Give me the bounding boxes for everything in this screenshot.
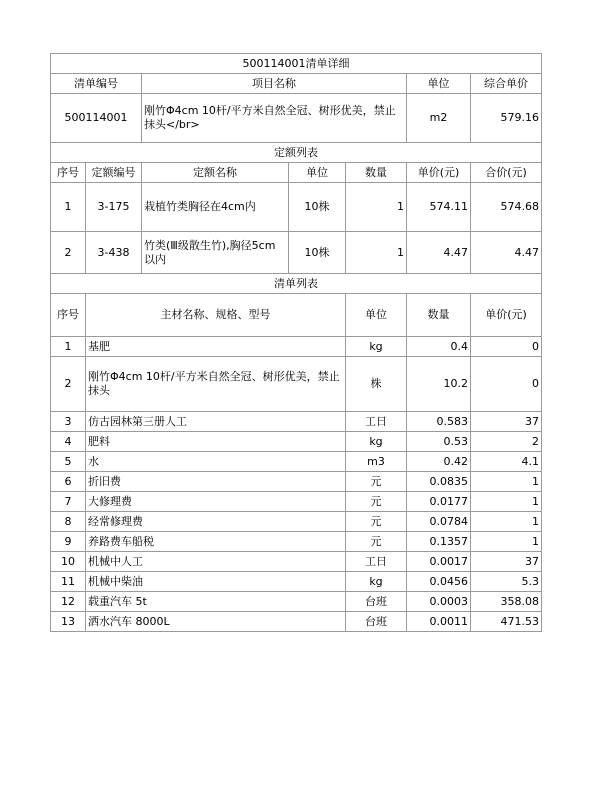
material-unit-price: 1: [471, 512, 542, 532]
material-unit-price: 5.3: [471, 572, 542, 592]
material-no: 4: [51, 432, 86, 452]
quota-total: 574.68: [471, 183, 542, 232]
material-row: [51, 412, 542, 432]
quota-total: 4.47: [471, 232, 542, 274]
quota-code: 3-438: [86, 232, 142, 274]
quota-no: 2: [51, 232, 86, 274]
material-unit: 元: [346, 512, 407, 532]
material-row: [51, 357, 542, 412]
material-row: [51, 452, 542, 472]
material-unit-price: 37: [471, 552, 542, 572]
material-unit: 台班: [346, 612, 407, 632]
quota-qty: 1: [346, 232, 407, 274]
material-no: 12: [51, 592, 86, 612]
material-qty: 0.0835: [407, 472, 471, 492]
material-qty: 0.0011: [407, 612, 471, 632]
material-unit: m3: [346, 452, 407, 472]
material-no: 9: [51, 532, 86, 552]
material-section-title: 清单列表: [51, 274, 542, 294]
material-unit-price: 37: [471, 412, 542, 432]
material-no: 2: [51, 357, 86, 412]
material-no: 1: [51, 337, 86, 357]
quota-name-header: 定额名称: [142, 163, 289, 183]
material-qty: 0.583: [407, 412, 471, 432]
material-row: [51, 472, 542, 492]
material-unit: kg: [346, 337, 407, 357]
material-qty: 0.0784: [407, 512, 471, 532]
quota-qty-header: 数量: [346, 163, 407, 183]
material-row: [51, 532, 542, 552]
material-unit: kg: [346, 572, 407, 592]
material-no: 5: [51, 452, 86, 472]
quota-code-header: 定额编号: [86, 163, 142, 183]
material-qty: 0.0003: [407, 592, 471, 612]
material-qty: 0.4: [407, 337, 471, 357]
material-no-header: 序号: [51, 294, 86, 337]
quota-header-row: [51, 163, 542, 183]
bill-unit-header: 单位: [407, 74, 471, 94]
material-qty-header: 数量: [407, 294, 471, 337]
material-qty: 0.0456: [407, 572, 471, 592]
bill-code-header: 清单编号: [51, 74, 142, 94]
material-unit: 元: [346, 472, 407, 492]
material-unit-price: 1: [471, 492, 542, 512]
material-row: [51, 592, 542, 612]
material-row: [51, 492, 542, 512]
quota-section-title: 定额列表: [51, 143, 542, 163]
material-header-row: [51, 294, 542, 337]
bill-price-header: 综合单价: [471, 74, 542, 94]
quota-name: 竹类(Ⅲ级散生竹),胸径5cm以内: [142, 232, 289, 274]
material-qty: 0.53: [407, 432, 471, 452]
bill-name: 刚竹Φ4cm 10杆/平方米自然全冠、树形优美，禁止抹头</br>: [142, 94, 407, 143]
quota-unit: 10株: [289, 232, 346, 274]
bill-price: 579.16: [471, 94, 542, 143]
quota-unit-price-header: 单价(元): [407, 163, 471, 183]
quota-code: 3-175: [86, 183, 142, 232]
material-name: 刚竹Φ4cm 10杆/平方米自然全冠、树形优美，禁止抹头: [86, 357, 346, 412]
material-unit: 台班: [346, 592, 407, 612]
material-unit: 工日: [346, 412, 407, 432]
quota-no: 1: [51, 183, 86, 232]
quota-unit-price: 574.11: [407, 183, 471, 232]
material-unit: kg: [346, 432, 407, 452]
material-row: [51, 612, 542, 632]
material-unit: 株: [346, 357, 407, 412]
material-row: [51, 572, 542, 592]
material-name: 机械中柴油: [86, 572, 346, 592]
material-row: [51, 432, 542, 452]
material-name: 大修理费: [86, 492, 346, 512]
material-unit-header: 单位: [346, 294, 407, 337]
material-unit-price: 471.53: [471, 612, 542, 632]
material-unit-price: 358.08: [471, 592, 542, 612]
material-name: 肥料: [86, 432, 346, 452]
bill-detail-table: [50, 53, 542, 632]
material-no: 6: [51, 472, 86, 492]
material-unit-price: 2: [471, 432, 542, 452]
quota-unit-price: 4.47: [407, 232, 471, 274]
material-name: 养路费车船税: [86, 532, 346, 552]
material-unit: 工日: [346, 552, 407, 572]
material-row: [51, 512, 542, 532]
material-qty: 0.0017: [407, 552, 471, 572]
material-row: [51, 552, 542, 572]
material-name: 折旧费: [86, 472, 346, 492]
material-row: [51, 337, 542, 357]
bill-name-header: 项目名称: [142, 74, 407, 94]
bill-header-row: [51, 74, 542, 94]
material-qty: 0.0177: [407, 492, 471, 512]
bill-code: 500114001: [51, 94, 142, 143]
quota-row: [51, 232, 542, 274]
material-unit-price: 1: [471, 532, 542, 552]
material-no: 10: [51, 552, 86, 572]
material-no: 3: [51, 412, 86, 432]
material-unit-price: 4.1: [471, 452, 542, 472]
material-name: 载重汽车 5t: [86, 592, 346, 612]
material-no: 7: [51, 492, 86, 512]
material-unit-price-header: 单价(元): [471, 294, 542, 337]
material-name: 仿古园林第三册人工: [86, 412, 346, 432]
quota-row: [51, 183, 542, 232]
material-name: 基肥: [86, 337, 346, 357]
material-qty: 0.1357: [407, 532, 471, 552]
bill-unit: m2: [407, 94, 471, 143]
material-unit: 元: [346, 492, 407, 512]
material-qty: 0.42: [407, 452, 471, 472]
material-unit-price: 0: [471, 357, 542, 412]
quota-name: 栽植竹类胸径在4cm内: [142, 183, 289, 232]
material-name: 经常修理费: [86, 512, 346, 532]
material-no: 8: [51, 512, 86, 532]
material-unit: 元: [346, 532, 407, 552]
quota-unit: 10株: [289, 183, 346, 232]
material-name: 水: [86, 452, 346, 472]
table-title: 500114001清单详细: [51, 54, 542, 74]
material-unit-price: 0: [471, 337, 542, 357]
material-unit-price: 1: [471, 472, 542, 492]
material-name-header: 主材名称、规格、型号: [86, 294, 346, 337]
quota-total-header: 合价(元): [471, 163, 542, 183]
material-no: 13: [51, 612, 86, 632]
material-no: 11: [51, 572, 86, 592]
quota-qty: 1: [346, 183, 407, 232]
material-qty: 10.2: [407, 357, 471, 412]
bill-row: [51, 94, 542, 143]
quota-no-header: 序号: [51, 163, 86, 183]
material-name: 机械中人工: [86, 552, 346, 572]
material-name: 洒水汽车 8000L: [86, 612, 346, 632]
quota-unit-header: 单位: [289, 163, 346, 183]
